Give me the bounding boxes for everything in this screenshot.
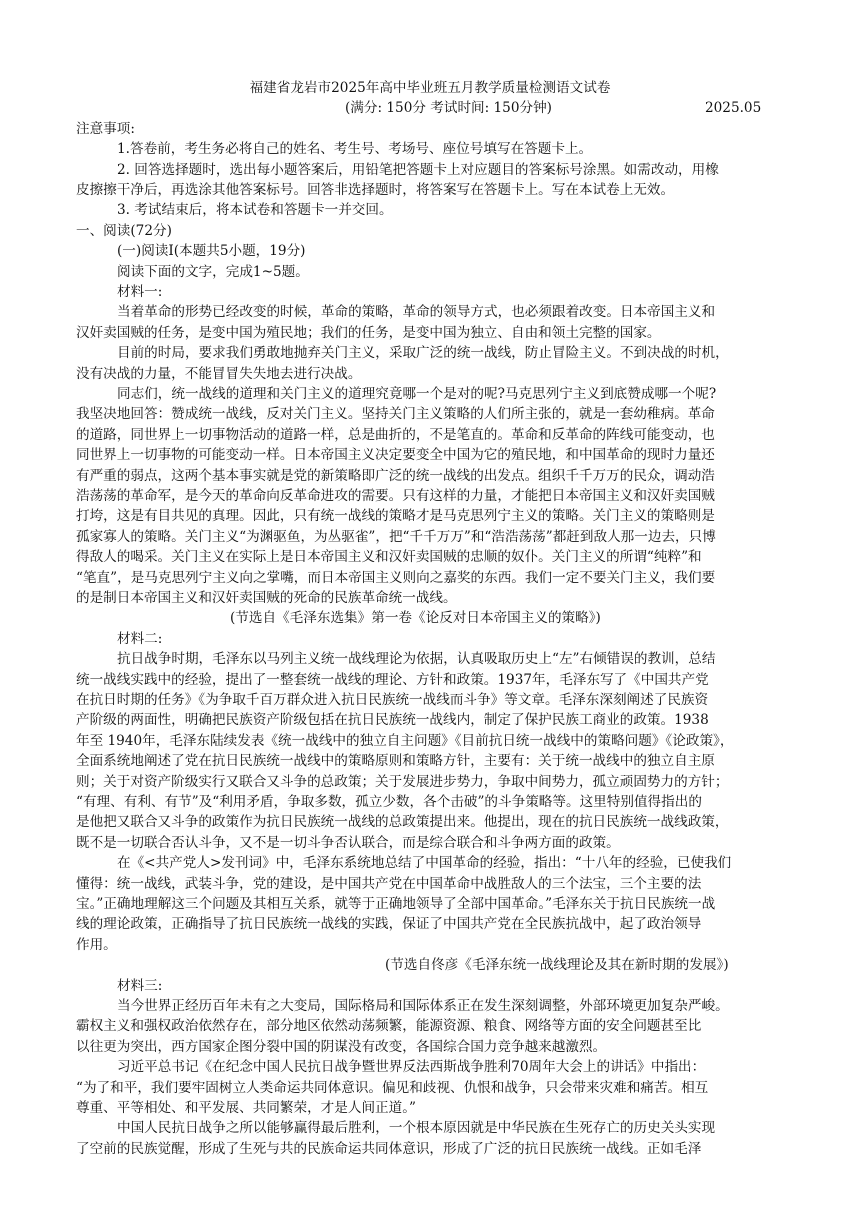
material-1-line: 当着革命的形势已经改变的时候，革命的策略，革命的领导方式，也必须跟着改变。日本帝国主义和 <box>117 304 716 320</box>
material-3-line: 霸权主义和强权政治依然存在，部分地区依然动荡频繁，能源资源、粮食、网络等方面的安全问题甚至比 <box>76 1018 702 1034</box>
subsection-heading: (一)阅读Ⅰ(本题共5小题，19分) <box>117 243 306 259</box>
section-heading: 一、阅读(72分) <box>76 223 172 239</box>
material-1-line: 我坚决地回答：赞成统一战线，反对关门主义。坚持关门主义策略的人们所主张的，就是一套幼稚病。革命 <box>76 406 715 422</box>
material-2-line: 既不是一切联合否认斗争，又不是一切斗争否认联合，而是综合联合和斗争两方面的政策。 <box>76 835 620 851</box>
material-2-line: “有理、有利、有节”及“利用矛盾，争取多数，孤立少数，各个击破”的斗争策略等。这里特别值得指出的 <box>76 794 702 810</box>
material-3-line: 习近平总书记《在纪念中国人民抗日战争暨世界反法西斯战争胜利70周年大会上的讲话》中指出： <box>117 1059 706 1075</box>
material-1-source: (节选自《毛泽东选集》第一卷《论反对日本帝国主义的策略》) <box>230 610 601 626</box>
material-2-line: 则；关于对资产阶级实行又联合又斗争的总政策；关于发展进步势力，争取中间势力，孤立顽固势力的方针； <box>76 774 729 790</box>
exam-title: 福建省龙岩市2025年高中毕业班五月教学质量检测语文试卷 <box>249 80 611 96</box>
notice-item-1: 1.答卷前，考生务必将自己的姓名、考生号、考场号、座位号填写在答题卡上。 <box>117 141 593 157</box>
material-1-line: 目前的时局，要求我们勇敢地抛弃关门主义，采取广泛的统一战线，防止冒险主义。不到决战的时机， <box>117 345 729 361</box>
score-time-info: (满分: 150分 考试时间: 150分钟) <box>345 100 552 116</box>
material-1-line: 孤家寡人的策略。关门主义“为渊驱鱼，为丛驱雀”，把“千千万万”和“浩浩荡荡”都赶到敌人那一边去，只博 <box>76 529 716 545</box>
material-3-line: 了空前的民族觉醒，形成了生死与共的民族命运共同体意识，形成了广泛的抗日民族统一战线。正如毛泽 <box>76 1141 702 1157</box>
material-2-line: 产阶级的两面性，明确把民族资产阶级包括在抗日民族统一战线内，制定了保护民族工商业的政策。1938 <box>76 712 709 728</box>
material-1-line: 打垮，这是有目共见的真理。因此，只有统一战线的策略才是马克思列宁主义的策略。关门主义的策略则是 <box>76 508 715 524</box>
notice-heading: 注意事项: <box>76 121 135 137</box>
material-1-line: 浩荡荡的革命军，是今天的革命向反革命进攻的需要。只有这样的力量，才能把日本帝国主义和汉奸卖国贼 <box>76 488 715 504</box>
material-2-line: 宝。”正确地理解这三个问题及其相互关系，就等于正确地领导了全部中国革命。”毛泽东关于抗日民族统一战 <box>76 896 716 912</box>
material-3-line: “为了和平，我们要牢固树立人类命运共同体意识。偏见和歧视、仇恨和战争，只会带来灾难和痛苦。相互 <box>76 1080 709 1096</box>
material-2-line: 统一战线实践中的经验，提出了一整套统一战线的理论、方针和政策。1937年，毛泽东写了《中国共产党 <box>76 672 709 688</box>
material-2-line: 在《<共产党人>发刊词》中，毛泽东系统地总结了中国革命的经验，指出：“十八年的经验，已使我们 <box>117 855 732 871</box>
material-1-line: 的道路，同世界上一切事物活动的道路一样，总是曲折的，不是笔直的。革命和反革命的阵线可能变动，也 <box>76 427 715 443</box>
material-1-line: 有严重的弱点，这两个基本事实就是党的新策略即广泛的统一战线的出发点。组织千千万万的民众，调动浩 <box>76 468 715 484</box>
material-1-line: “笔直”，是马克思列宁主义向之掌嘴，而日本帝国主义则向之嘉奖的东西。我们一定不要关门主义，我们要 <box>76 570 716 586</box>
reading-instruction: 阅读下面的文字，完成1~5题。 <box>117 264 309 280</box>
material-2-line: 全面系统地阐述了党在抗日民族统一战线中的策略原则和策略方针，主要有：关于统一战线中的独立自主原 <box>76 753 715 769</box>
material-2-line: 是他把又联合又斗争的政策作为抗日民族统一战线的总政策提出来。他提出，现在的抗日民族统一战线政策， <box>76 814 729 830</box>
notice-item-2-line-1: 2. 回答选择题时，选出每小题答案后，用铅笔把答题卡上对应题目的答案标号涂黑。如需改动，用橡 <box>117 162 719 178</box>
material-2-line: 年至 1940年，毛泽东陆续发表《统一战线中的独立自主问题》《目前抗日统一战线中的策略问题》《论政策》， <box>76 733 734 749</box>
material-3-line: 以往更为突出，西方国家企图分裂中国的阴谋没有改变，各国综合国力竞争越来越激烈。 <box>76 1039 607 1055</box>
material-2-label: 材料二: <box>117 631 163 647</box>
material-2-source: (节选自佟彦《毛泽东统一战线理论及其在新时期的发展》) <box>385 957 729 973</box>
material-1-label: 材料一: <box>117 284 163 300</box>
material-3-line: 尊重、平等相处、和平发展、共同繁荣，才是人间正道。” <box>76 1100 416 1116</box>
material-3-line: 当今世界正经历百年未有之大变局，国际格局和国际体系正在发生深刻调整，外部环境更加复杂严峻。 <box>117 998 729 1014</box>
material-2-line: 线的理论政策，正确指导了抗日民族统一战线的实践，保证了中国共产党在全民族抗战中，起了政治领导 <box>76 916 702 932</box>
material-1-line: 汉奸卖国贼的任务，是变中国为殖民地；我们的任务，是变中国为独立、自由和领土完整的国家。 <box>76 325 661 341</box>
material-2-line: 作用。 <box>76 937 117 953</box>
material-1-line: 没有决战的力量，不能冒冒失失地去进行决战。 <box>76 366 362 382</box>
material-2-line: 抗日战争时期，毛泽东以马列主义统一战线理论为依据，认真吸取历史上“左”右倾错误的教训，总结 <box>117 651 716 667</box>
material-1-line: 同世界上一切事物的可能变动一样。日本帝国主义决定要变全中国为它的殖民地，和中国革命的现时力量还 <box>76 447 715 463</box>
material-3-label: 材料三: <box>117 978 163 994</box>
notice-item-2-line-2: 皮擦擦干净后，再选涂其他答案标号。回答非选择题时，将答案写在答题卡上。写在本试卷上无效。 <box>76 182 675 198</box>
material-1-line: 同志们，统一战线的道理和关门主义的道理究竟哪一个是对的呢?马克思列宁主义到底赞成哪一个呢? <box>117 386 717 402</box>
notice-item-3: 3. 考试结束后，将本试卷和答题卡一并交回。 <box>117 202 393 218</box>
material-1-line: 的是制日本帝国主义和汉奸卖国贼的死命的民族革命统一战线。 <box>76 590 457 606</box>
material-2-line: 在抗日时期的任务》《为争取千百万群众进入抗日民族统一战线而斗争》等文章。毛泽东深刻阐述了民族资 <box>76 692 709 708</box>
material-2-line: 懂得：统一战线，武装斗争，党的建设，是中国共产党在中国革命中战胜敌人的三个法宝，三个主要的法 <box>76 876 702 892</box>
material-3-line: 中国人民抗日战争之所以能够赢得最后胜利，一个根本原因就是中华民族在生死存亡的历史关头实现 <box>117 1120 716 1136</box>
material-1-line: 得敌人的喝采。关门主义在实际上是日本帝国主义和汉奸卖国贼的忠顺的奴仆。关门主义的所谓“纯粹”和 <box>76 549 702 565</box>
exam-date: 2025.05 <box>705 100 762 116</box>
